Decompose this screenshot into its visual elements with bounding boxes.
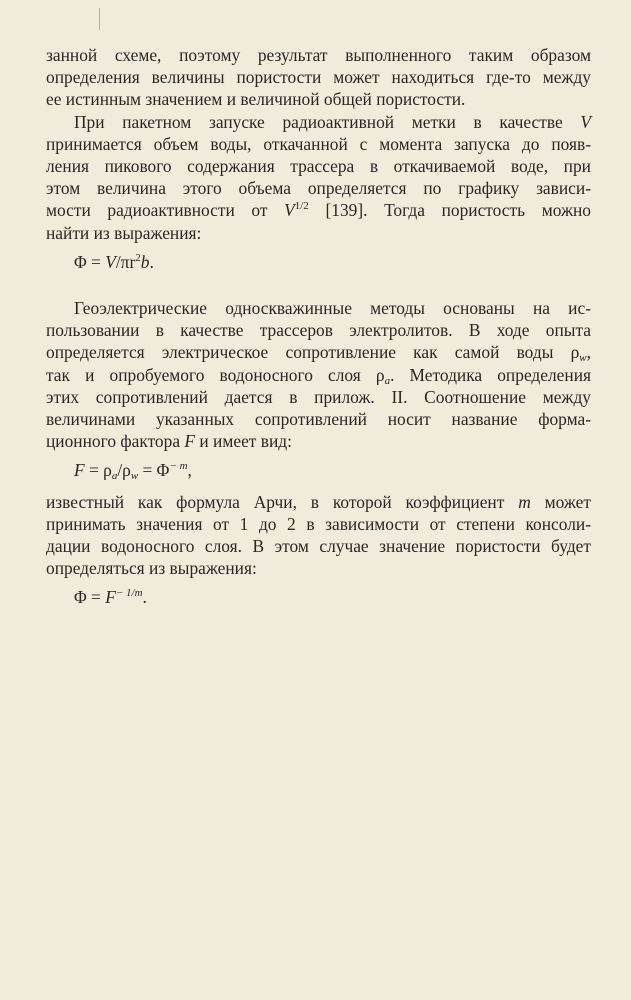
- text-line: известный как формула Арчи, в которой коэффициент m может: [46, 491, 591, 512]
- formula-archie-porosity: $\Phi = F^{- 1/m}$.: [74, 587, 147, 608]
- text-line: дации водоносного слоя. В этом случае значение пористости будет: [46, 536, 591, 557]
- text-line: ционного фактора F и имеет вид:: [46, 431, 292, 452]
- text-line: ления пикового содержания трассера в откачиваемой воде, при: [46, 156, 591, 177]
- text-line: занной схеме, поэтому результат выполненного таким образом: [46, 45, 591, 65]
- page-text: [46, 44, 591, 618]
- text-line: определяться из выражения:: [46, 558, 257, 579]
- text-line: этих сопротивлений дается в прилож. II. Соотношение между: [46, 386, 591, 407]
- text-line: найти из выражения:: [46, 222, 202, 243]
- text-line: определяется электрическое сопротивление как самой воды $\rho_w$,: [46, 342, 591, 365]
- text-line: мости радиоактивности от $V^{1/2}$ [139]. Тогда пористость можно: [46, 200, 591, 221]
- text-line: пользовании в качестве трассеров электролитов. В ходе опыта: [46, 320, 591, 341]
- text-line: При пакетном запуске радиоактивной метки в качестве V: [74, 111, 591, 132]
- text-line: Геоэлектрические односкважинные методы основаны на ис-: [74, 298, 591, 319]
- text-line: так и опробуемого водоносного слоя $\rho_a$. Методика определения: [46, 364, 592, 387]
- page-mark: [99, 8, 100, 30]
- text-line: определения величины пористости может находиться где-то между: [46, 67, 591, 88]
- text-line: принимать значения от 1 до 2 в зависимости от степени консоли-: [46, 513, 591, 534]
- formula-porosity-volume: $\Phi = V/\pi r^2b$.: [74, 251, 154, 272]
- text-line: принимается объем воды, откачанной с момента запуска до появ-: [46, 133, 591, 154]
- text-line: этом величина этого объема определяется по графику зависи-: [46, 178, 591, 199]
- text-line: величинами указанных сопротивлений носит название форма-: [46, 409, 591, 430]
- formula-formation-factor: $F = \rho_a/\rho_w = \Phi^{- m}$,: [74, 460, 192, 483]
- text-line: ее истинным значением и величиной общей пористости.: [46, 89, 466, 110]
